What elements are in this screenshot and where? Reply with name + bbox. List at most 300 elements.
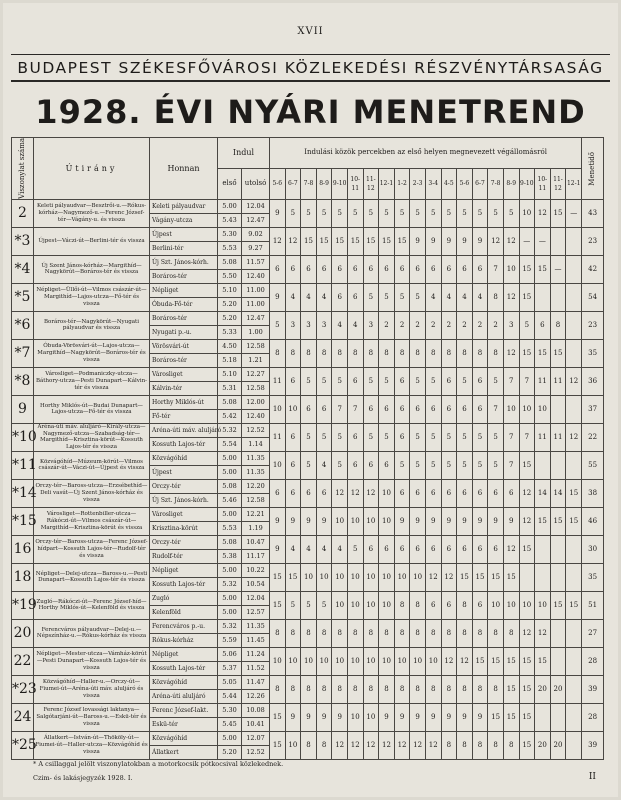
interval-cell: 10 [363, 563, 379, 591]
last-departure-return: 11.45 [242, 633, 270, 647]
trip-time: 38 [582, 479, 604, 507]
interval-cell: 7 [347, 395, 363, 423]
interval-cell: 5 [488, 451, 504, 479]
first-departure: 5.32 [218, 423, 242, 437]
interval-cell: 5 [316, 423, 332, 451]
line-number: *3 [12, 227, 34, 255]
interval-cell: 8 [488, 619, 504, 647]
interval-cell: 9 [285, 703, 301, 731]
interval-cell: 10 [285, 395, 301, 423]
origin-terminal: Orczy-tér [150, 479, 218, 493]
interval-cell: 15 [535, 507, 551, 535]
interval-cell [566, 647, 582, 675]
interval-cell: 3 [285, 311, 301, 339]
interval-cell: 11 [535, 423, 551, 451]
interval-cell: 8 [457, 675, 473, 703]
last-departure: 12.04 [242, 199, 270, 213]
interval-cell: 15 [535, 339, 551, 367]
interval-cell: 8 [394, 591, 410, 619]
interval-cell: 15 [503, 647, 519, 675]
route-description: Boráros-tér—Nagykörút—Nyugati pályaudvar és vissza [34, 311, 150, 339]
interval-cell: 6 [285, 451, 301, 479]
interval-cell: 8 [503, 619, 519, 647]
return-terminal: Kossuth Lajos-tér [150, 661, 218, 675]
page-number: XVII [297, 26, 324, 37]
interval-cell: 9 [425, 227, 441, 255]
origin-terminal: Népliget [150, 647, 218, 661]
first-departure: 5.05 [218, 675, 242, 689]
interval-cell: 8 [285, 675, 301, 703]
interval-cell: 15 [270, 591, 286, 619]
first-departure-return: 5.00 [218, 465, 242, 479]
interval-cell: 10 [503, 255, 519, 283]
interval-cell: 6 [488, 535, 504, 563]
interval-cell: 5 [379, 283, 395, 311]
route-description: Városliget—Rottenbiller-utcza—Rákóczi-út—Vilmos császár-út—Margithíd—Krisztina-körút és vissza [34, 507, 150, 535]
line-number: *10 [12, 423, 34, 451]
last-departure: 9.02 [242, 227, 270, 241]
table-row [12, 703, 604, 717]
line-number: 24 [12, 703, 34, 731]
interval-cell: 5 [285, 591, 301, 619]
first-departure-return: 5.32 [218, 577, 242, 591]
return-terminal: Rókus-kórház [150, 633, 218, 647]
interval-cell: 11 [550, 423, 566, 451]
company-name: BUDAPEST SZÉKESFŐVÁROSI KÖZLEKEDÉSI RÉSZVÉNYTÁRSASÁG [17, 59, 604, 77]
last-departure: 10.08 [242, 703, 270, 717]
last-departure: 12.52 [242, 423, 270, 437]
table-row [12, 535, 604, 549]
interval-cell: 15 [270, 563, 286, 591]
first-departure: 5.32 [218, 619, 242, 633]
line-number: 20 [12, 619, 34, 647]
interval-cell: 5 [363, 367, 379, 395]
interval-cell: — [535, 227, 551, 255]
last-departure: 11.47 [242, 675, 270, 689]
interval-cell: 6 [472, 395, 488, 423]
interval-cell: 6 [472, 591, 488, 619]
interval-cell [566, 451, 582, 479]
interval-cell: 10 [379, 563, 395, 591]
interval-cell: 8 [270, 675, 286, 703]
table-row [12, 423, 604, 437]
interval-cell [566, 619, 582, 647]
trip-time: 28 [582, 647, 604, 675]
interval-cell [519, 563, 535, 591]
interval-cell: 5 [316, 199, 332, 227]
interval-cell: 8 [270, 339, 286, 367]
header-hour: 12-1 [566, 168, 582, 199]
interval-cell: 14 [550, 479, 566, 507]
interval-cell: 5 [488, 423, 504, 451]
trip-time: 42 [582, 255, 604, 283]
interval-cell: 6 [332, 255, 348, 283]
interval-cell: 8 [488, 283, 504, 311]
interval-cell: 4 [441, 283, 457, 311]
interval-cell: 15 [347, 227, 363, 255]
line-number: 22 [12, 647, 34, 675]
origin-terminal: Közvágóhíd [150, 731, 218, 745]
interval-cell: 15 [363, 227, 379, 255]
header-hour: 11-12 [363, 168, 379, 199]
interval-cell: 6 [441, 479, 457, 507]
last-departure-return: 11.52 [242, 661, 270, 675]
interval-cell: 12 [503, 339, 519, 367]
trip-time: 55 [582, 451, 604, 479]
interval-cell [550, 619, 566, 647]
interval-cell: 8 [410, 339, 426, 367]
interval-cell: 10 [285, 647, 301, 675]
return-terminal: Krisztina-körút [150, 521, 218, 535]
first-departure: 5.00 [218, 591, 242, 605]
interval-cell: 10 [332, 507, 348, 535]
header-hour: 12-1 [379, 168, 395, 199]
return-terminal: Boráros-tér [150, 353, 218, 367]
interval-cell [566, 227, 582, 255]
interval-cell: 8 [457, 339, 473, 367]
interval-cell [566, 563, 582, 591]
interval-cell: 6 [285, 255, 301, 283]
return-terminal: Boráros-tér [150, 269, 218, 283]
interval-cell: 15 [457, 563, 473, 591]
interval-cell: 5 [332, 423, 348, 451]
interval-cell: 15 [285, 563, 301, 591]
route-description: Közvágóhíd—Haller-u.—Orczy-út—Fiumei-út—Aréna-úti máv. aluljáró és vissza [34, 675, 150, 703]
last-departure: 12.00 [242, 395, 270, 409]
interval-cell: 15 [519, 255, 535, 283]
interval-cell: 15 [503, 563, 519, 591]
interval-cell: 5 [441, 451, 457, 479]
line-number: *7 [12, 339, 34, 367]
interval-cell: 6 [472, 367, 488, 395]
interval-cell: 8 [332, 619, 348, 647]
trip-time: 35 [582, 339, 604, 367]
last-departure-return: 1.14 [242, 437, 270, 451]
interval-cell: 10 [332, 591, 348, 619]
interval-cell: 15 [550, 199, 566, 227]
interval-cell: 11 [550, 367, 566, 395]
interval-cell: 8 [441, 339, 457, 367]
interval-cell: 2 [472, 311, 488, 339]
interval-cell [535, 283, 551, 311]
interval-cell: 10 [503, 591, 519, 619]
table-row [12, 283, 604, 297]
interval-cell: 10 [347, 507, 363, 535]
interval-cell: 6 [316, 255, 332, 283]
first-departure: 5.10 [218, 283, 242, 297]
interval-cell: 9 [472, 507, 488, 535]
interval-cell: 10 [316, 563, 332, 591]
interval-cell: 15 [566, 591, 582, 619]
return-terminal: Nyugati p.-u. [150, 325, 218, 339]
interval-cell: 15 [519, 703, 535, 731]
interval-cell: 5 [488, 199, 504, 227]
last-departure-return: 12.40 [242, 409, 270, 423]
interval-cell: 8 [316, 675, 332, 703]
interval-cell: 6 [379, 451, 395, 479]
interval-cell: 5 [410, 367, 426, 395]
interval-cell: 8 [441, 675, 457, 703]
last-departure-return: 12.26 [242, 689, 270, 703]
interval-cell: 7 [519, 367, 535, 395]
origin-terminal: Orczy-tér [150, 535, 218, 549]
interval-cell: 10 [535, 591, 551, 619]
interval-cell: 8 [457, 731, 473, 759]
interval-cell: 6 [425, 535, 441, 563]
interval-cell: 6 [379, 535, 395, 563]
interval-cell: 7 [488, 255, 504, 283]
header-hour: 7-8 [488, 168, 504, 199]
interval-cell: 12 [425, 563, 441, 591]
trip-time: 39 [582, 675, 604, 703]
return-terminal: Óbuda-Fő-tér [150, 297, 218, 311]
interval-cell: 2 [457, 311, 473, 339]
interval-cell: 4 [316, 535, 332, 563]
interval-cell: 5 [332, 367, 348, 395]
interval-cell: 6 [457, 255, 473, 283]
first-departure-return: 5.31 [218, 381, 242, 395]
interval-cell: 6 [285, 423, 301, 451]
interval-cell: 10 [379, 479, 395, 507]
interval-cell: 9 [425, 703, 441, 731]
interval-cell: 12 [566, 423, 582, 451]
interval-cell: 5 [316, 367, 332, 395]
first-departure: 5.06 [218, 647, 242, 661]
interval-cell [566, 703, 582, 731]
interval-cell: 8 [425, 339, 441, 367]
interval-cell: 5 [270, 311, 286, 339]
interval-cell: 15 [566, 507, 582, 535]
interval-cell: 8 [332, 339, 348, 367]
header-hour: 6-7 [472, 168, 488, 199]
interval-cell: 8 [441, 619, 457, 647]
interval-cell: 4 [472, 283, 488, 311]
interval-cell: 3 [301, 311, 317, 339]
line-number: *25 [12, 731, 34, 759]
table-row [12, 507, 604, 521]
interval-cell: 6 [503, 479, 519, 507]
first-departure: 5.08 [218, 535, 242, 549]
last-departure-return: 12.57 [242, 605, 270, 619]
last-departure-return: 11.00 [242, 297, 270, 311]
interval-cell [566, 731, 582, 759]
interval-cell: 15 [519, 339, 535, 367]
interval-cell: 6 [301, 395, 317, 423]
interval-cell: 15 [550, 591, 566, 619]
interval-cell: 6 [379, 395, 395, 423]
return-terminal: Vágány-utcza [150, 213, 218, 227]
interval-cell: 6 [394, 367, 410, 395]
interval-cell: 8 [285, 619, 301, 647]
interval-cell: 11 [270, 423, 286, 451]
interval-cell: 12 [285, 227, 301, 255]
interval-cell: 8 [363, 675, 379, 703]
header-route: Útirány [34, 138, 150, 200]
interval-cell: 10 [519, 591, 535, 619]
interval-cell: 15 [519, 731, 535, 759]
line-number: *4 [12, 255, 34, 283]
route-description: Népliget—Mester-utcza—Vámház-körút—Pesti Dunapart—Kossuth Lajos-tér és vissza [34, 647, 150, 675]
title-rule [11, 80, 610, 82]
interval-cell: 5 [457, 367, 473, 395]
interval-cell: 5 [457, 199, 473, 227]
interval-cell: 10 [363, 647, 379, 675]
first-departure: 5.08 [218, 395, 242, 409]
interval-cell: 4 [285, 535, 301, 563]
header-first: első [218, 168, 242, 199]
first-departure: 4.50 [218, 339, 242, 353]
route-description: Aréna-úti máv. aluljáró—Király-utcza—Nagymező-utcza—Szabadság-tér—Margithíd—Krisztina-körút—Kossuth Lajos-tér és vissza [34, 423, 150, 451]
interval-cell [550, 227, 566, 255]
interval-cell: 6 [488, 479, 504, 507]
table-row [12, 227, 604, 241]
interval-cell: 6 [457, 395, 473, 423]
interval-cell: 4 [347, 311, 363, 339]
origin-terminal: Zugló [150, 591, 218, 605]
last-departure: 11.57 [242, 255, 270, 269]
interval-cell: 15 [519, 451, 535, 479]
trip-time: 28 [582, 703, 604, 731]
interval-cell: 6 [535, 311, 551, 339]
interval-cell: 5 [394, 199, 410, 227]
interval-cell: 5 [363, 283, 379, 311]
interval-cell: 9 [457, 227, 473, 255]
interval-cell: 10 [363, 703, 379, 731]
first-departure-return: 5.53 [218, 241, 242, 255]
interval-cell: 12 [363, 731, 379, 759]
first-departure: 5.00 [218, 199, 242, 213]
interval-cell: 5 [425, 199, 441, 227]
interval-cell: 12 [347, 479, 363, 507]
interval-cell: 9 [457, 507, 473, 535]
route-description: Népliget—Delej-utcza—Baross-u.—Pesti Dunapart—Kossuth Lajos-tér és vissza [34, 563, 150, 591]
interval-cell: 5 [285, 199, 301, 227]
interval-cell: 5 [457, 451, 473, 479]
interval-cell: 8 [503, 731, 519, 759]
interval-cell: 10 [379, 591, 395, 619]
table-row [12, 619, 604, 633]
last-departure-return: 12.47 [242, 213, 270, 227]
return-terminal: Kelenföld [150, 605, 218, 619]
interval-cell: 8 [410, 619, 426, 647]
line-number: *6 [12, 311, 34, 339]
line-number: 9 [12, 395, 34, 423]
interval-cell: 8 [472, 675, 488, 703]
interval-cell [566, 675, 582, 703]
interval-cell: 12 [503, 535, 519, 563]
interval-cell: 15 [270, 703, 286, 731]
interval-cell: 6 [347, 367, 363, 395]
interval-cell: 8 [488, 731, 504, 759]
interval-cell: 6 [363, 255, 379, 283]
interval-cell: 20 [535, 731, 551, 759]
interval-cell: 5 [379, 423, 395, 451]
trip-time: 23 [582, 227, 604, 255]
header-from: Honnan [150, 138, 218, 200]
header-last: utolsó [242, 168, 270, 199]
interval-cell: 2 [441, 311, 457, 339]
interval-cell: 8 [394, 675, 410, 703]
interval-cell: 10 [535, 395, 551, 423]
interval-cell: 15 [270, 731, 286, 759]
interval-cell: 9 [441, 703, 457, 731]
interval-cell: 15 [488, 563, 504, 591]
interval-cell: 12 [332, 479, 348, 507]
table-row [12, 563, 604, 577]
table-row [12, 255, 604, 269]
interval-cell: 6 [363, 535, 379, 563]
last-departure: 11.24 [242, 647, 270, 661]
interval-cell: 6 [441, 255, 457, 283]
interval-cell: 9 [457, 703, 473, 731]
interval-cell: 5 [488, 367, 504, 395]
interval-cell: 4 [285, 283, 301, 311]
interval-cell: 5 [379, 199, 395, 227]
interval-cell: 8 [472, 339, 488, 367]
interval-cell: 4 [316, 283, 332, 311]
interval-cell: 8 [347, 675, 363, 703]
interval-cell: 6 [425, 395, 441, 423]
interval-cell: 2 [425, 311, 441, 339]
origin-terminal: Közvágóhíd [150, 675, 218, 689]
interval-cell: 6 [394, 535, 410, 563]
interval-cell: 10 [301, 647, 317, 675]
last-departure: 12.04 [242, 591, 270, 605]
interval-cell: 5 [347, 535, 363, 563]
interval-cell: 12 [441, 563, 457, 591]
interval-cell: 4 [301, 535, 317, 563]
interval-cell: 5 [519, 311, 535, 339]
interval-cell: 9 [394, 507, 410, 535]
last-departure: 12.20 [242, 479, 270, 493]
interval-cell: 6 [394, 423, 410, 451]
first-departure: 5.08 [218, 255, 242, 269]
interval-cell: 5 [347, 199, 363, 227]
interval-cell: 10 [332, 563, 348, 591]
interval-cell: 6 [347, 423, 363, 451]
route-description: Zugló—Rákóczi-út—Ferenc József-híd—Horthy Miklós-út—Kelenföld és vissza [34, 591, 150, 619]
interval-cell: 5 [410, 283, 426, 311]
interval-cell: 6 [316, 395, 332, 423]
interval-cell: 8 [332, 675, 348, 703]
interval-cell: 9 [301, 703, 317, 731]
last-departure-return: 11.17 [242, 549, 270, 563]
interval-cell: 15 [503, 675, 519, 703]
interval-cell: 8 [472, 731, 488, 759]
interval-cell: 12 [270, 227, 286, 255]
interval-cell [566, 339, 582, 367]
interval-cell: 15 [519, 535, 535, 563]
first-departure: 5.10 [218, 367, 242, 381]
interval-cell [550, 703, 566, 731]
interval-cell [550, 395, 566, 423]
interval-cell: 8 [457, 591, 473, 619]
first-departure: 5.30 [218, 227, 242, 241]
interval-cell: 8 [301, 731, 317, 759]
origin-terminal: Aréna-úti máv. aluljáró [150, 423, 218, 437]
return-terminal: Aréna-úti aluljáró [150, 689, 218, 703]
first-departure-return: 5.20 [218, 297, 242, 311]
table-row [12, 339, 604, 353]
return-terminal: Új Szt. János-kórh. [150, 493, 218, 507]
interval-cell: 5 [425, 451, 441, 479]
interval-cell: 8 [301, 339, 317, 367]
header-hour: 6-7 [285, 168, 301, 199]
interval-cell: 10 [270, 647, 286, 675]
interval-cell: 11 [535, 367, 551, 395]
interval-cell: 8 [425, 619, 441, 647]
interval-cell: 6 [441, 591, 457, 619]
